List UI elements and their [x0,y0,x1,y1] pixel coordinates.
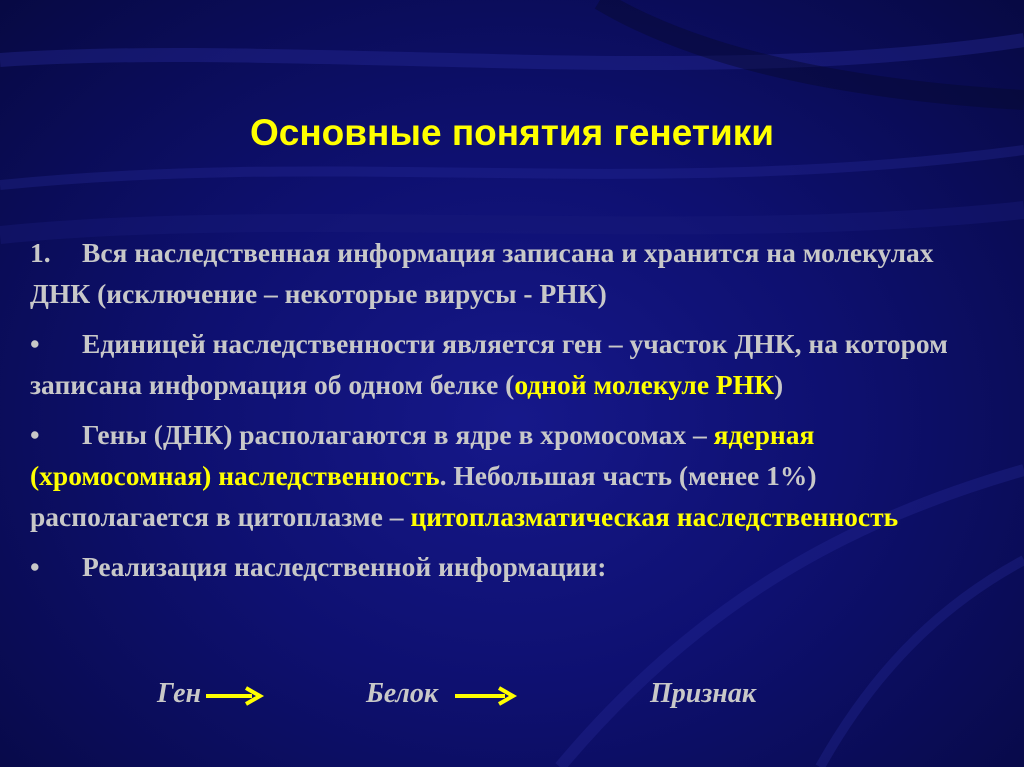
text-segment: Единицей наследственности является ген – участок ДНК, на котором записана информация об одном белке ( [30,328,948,400]
highlighted-text: цитоплазматическая наследственность [410,501,899,532]
text-segment: ) [774,369,784,400]
flow-gene: Ген [157,678,202,709]
text-segment: Вся наследственная информация записана и хранится на молекулах ДНК (исключение – некоторые вирусы - РНК) [30,237,934,309]
paragraph-realization [30,546,1000,587]
slide-body [30,232,1000,596]
highlighted-text: одной молекуле РНК [514,369,775,400]
list-number: 1. [30,237,51,268]
text-segment: Реализация наследственной информации: [82,551,607,582]
text-segment: . Небольшая часть (менее 1%) располагается в цитоплазме – [30,460,817,532]
flow-trait: Признак [650,678,757,709]
bullet: • [30,419,40,450]
paragraph-gene-location [30,414,1000,537]
flow-protein: Белок [366,678,439,709]
paragraph-gene-definition [30,323,1000,405]
slide-title: Основные понятия генетики [249,112,775,153]
paragraph-dna-storage [30,232,1000,314]
arrow-right-icon [455,684,519,708]
bullet: • [30,328,40,359]
highlighted-text: ядерная (хромосомная) наследственность [30,419,815,491]
bullet: • [30,551,40,582]
gene-expression-flow [0,674,1024,718]
text-segment: Гены (ДНК) располагаются в ядре в хромосомах – [82,419,714,450]
arrow-right-icon [206,684,266,708]
